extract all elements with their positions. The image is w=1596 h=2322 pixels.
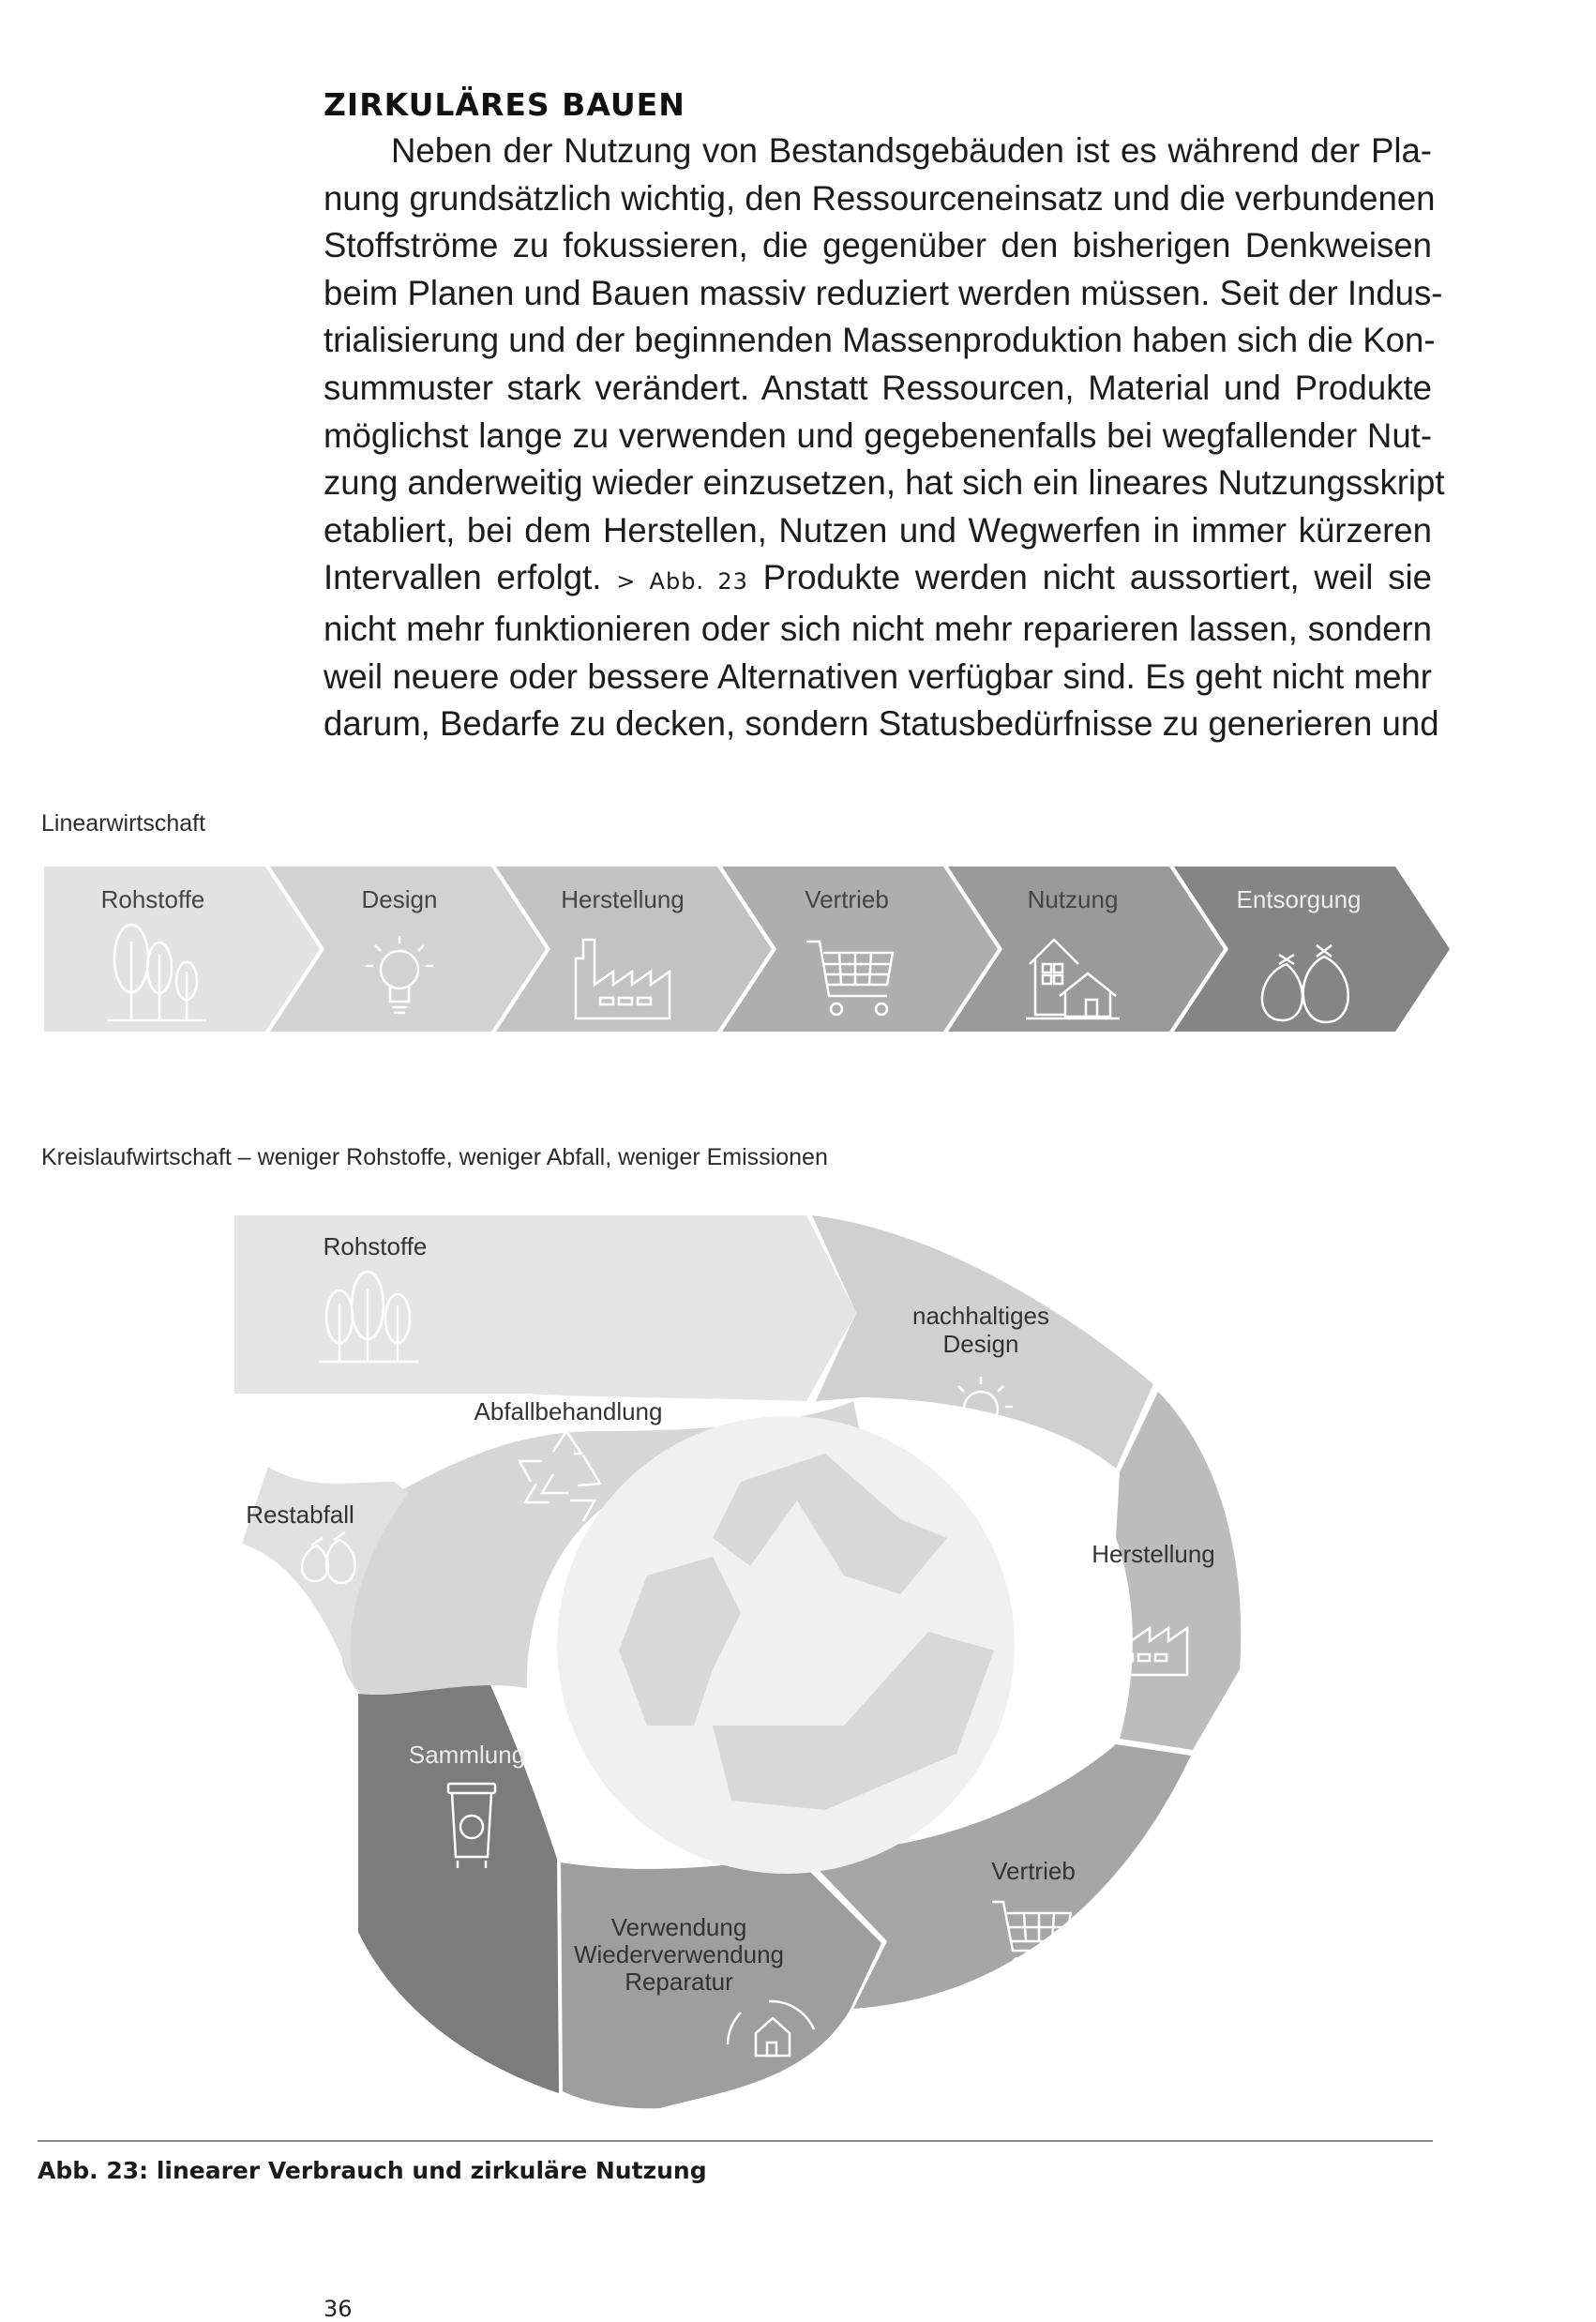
line-text: Produkte werden nicht aussortiert, weil sie xyxy=(762,558,1432,597)
step-label: Herstellung xyxy=(561,885,685,913)
step-label: Vertrieb xyxy=(805,885,889,913)
paragraph-line: beim Planen und Bauen massiv reduziert werden müssen. Seit der Indus- xyxy=(324,273,1443,312)
paragraph-line: zung anderweitig wieder einzusetzen, hat sich ein lineares Nutzungsskript xyxy=(324,463,1445,503)
paragraph-line: weil neuere oder bessere Alternativen verfügbar sind. Es geht nicht mehr xyxy=(324,656,1432,696)
label-restabfall: Restabfall xyxy=(246,1500,354,1529)
step-label: Nutzung xyxy=(1027,885,1119,913)
circular-diagram-title: Kreislaufwirtschaft – weniger Rohstoffe, weniger Abfall, weniger Emissionen xyxy=(41,1144,828,1170)
paragraph-line-with-ref xyxy=(324,554,1432,606)
paragraph-line: Neben der Nutzung von Bestandsgebäuden ist es während der Pla- xyxy=(391,131,1432,170)
step-label: Rohstoffe xyxy=(100,885,205,913)
label-herstellung: Herstellung xyxy=(1092,1540,1215,1568)
label-vertrieb: Vertrieb xyxy=(991,1857,1076,1885)
label-abfallbehandlung: Abfallbehandlung xyxy=(474,1397,663,1425)
linear-step-rohstoffe xyxy=(44,867,320,1032)
step-label: Design xyxy=(361,885,438,913)
line-text: Intervallen erfolgt. xyxy=(324,558,602,597)
paragraph-line: Stoffströme zu fokussieren, die gegenüber den bisherigen Denkweisen xyxy=(324,226,1432,265)
circular-diagram xyxy=(0,1200,1596,2119)
label-verwendung-line1: Verwendung xyxy=(610,1913,747,1941)
caption-divider xyxy=(38,2140,1433,2142)
label-design-line1: nachhaltiges xyxy=(912,1302,1049,1330)
label-sammlung: Sammlung xyxy=(408,1741,526,1769)
paragraph-line: möglichst lange zu verwenden und gegebenenfalls bei wegfallender Nut- xyxy=(324,415,1432,455)
paragraph-line: etabliert, bei dem Herstellen, Nutzen und Wegwerfen in immer kürzeren xyxy=(324,510,1432,550)
paragraph-line: trialisierung und der beginnenden Massenproduktion haben sich die Kon- xyxy=(324,321,1436,360)
linear-diagram-title: Linearwirtschaft xyxy=(41,810,206,837)
label-rohstoffe: Rohstoffe xyxy=(323,1232,428,1260)
page-number: 36 xyxy=(324,2296,353,2322)
figure-caption: Abb. 23: linearer Verbrauch und zirkuläre Nutzung xyxy=(38,2157,707,2184)
label-design-line2: Design xyxy=(942,1330,1019,1358)
label-verwendung-line2: Wiederverwendung xyxy=(573,1940,785,1968)
linear-diagram xyxy=(0,853,1596,1078)
label-verwendung-line3: Reparatur xyxy=(625,1968,733,1996)
figure-reference-link[interactable]: > Abb. 23 xyxy=(616,568,748,596)
paragraph-line: nicht mehr funktionieren oder sich nicht mehr reparieren lassen, sondern xyxy=(324,609,1432,648)
paragraph-line: darum, Bedarfe zu decken, sondern Statusbedürfnisse zu generieren und xyxy=(324,704,1439,744)
paragraph-line: summuster stark verändert. Anstatt Ressourcen, Material und Produkte xyxy=(324,368,1432,407)
section-heading: ZIRKULÄRES BAUEN xyxy=(324,86,685,123)
segment-herstellung xyxy=(1116,1392,1241,1750)
paragraph-line: nung grundsätzlich wichtig, den Ressourceneinsatz und die verbundenen xyxy=(324,178,1436,218)
step-label: Entsorgung xyxy=(1236,885,1362,913)
body-paragraph xyxy=(324,128,1445,748)
